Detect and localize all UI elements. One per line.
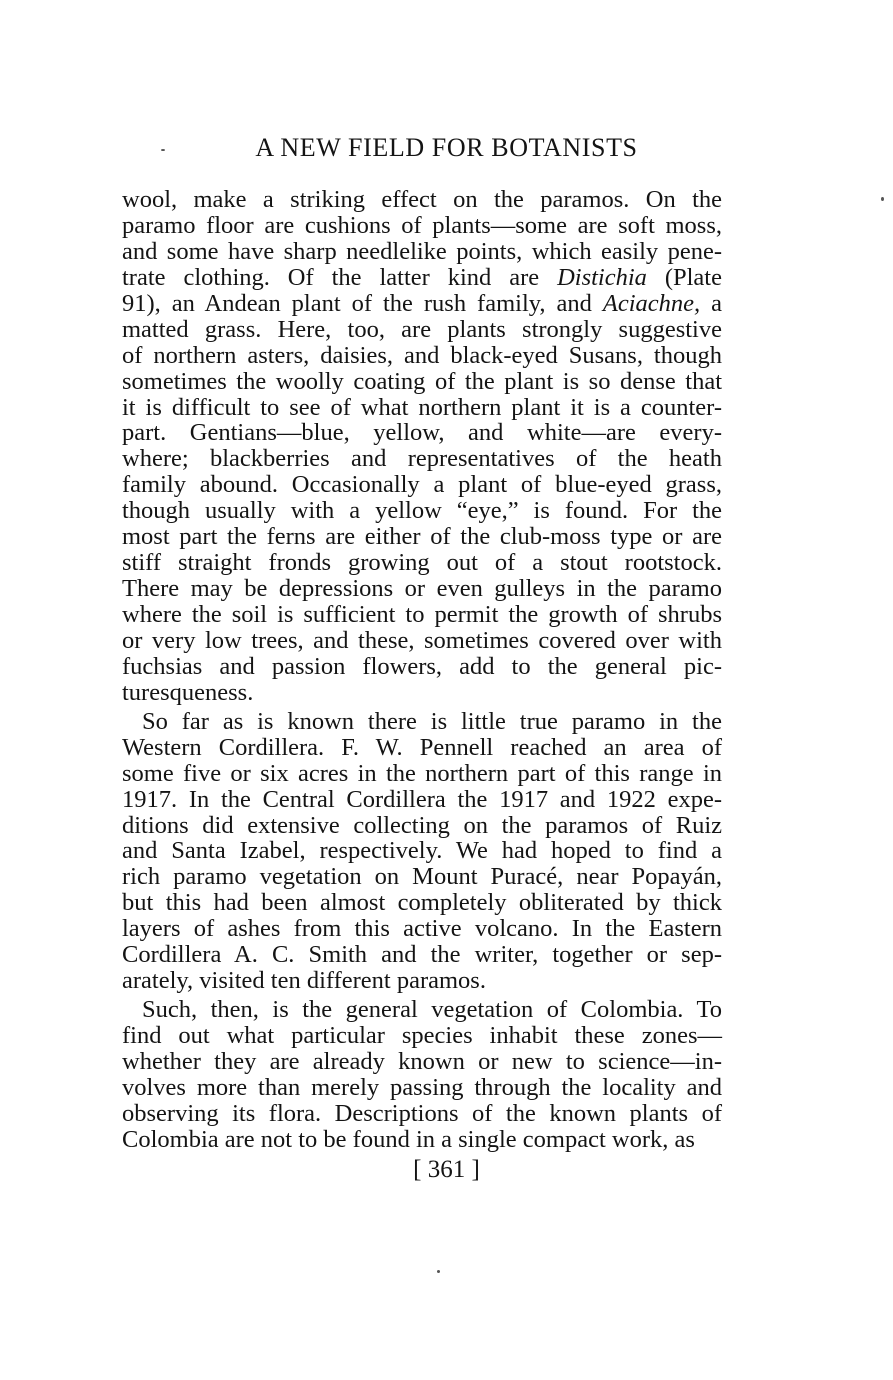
text-line: where; blackberries and representatives of the heath: [122, 445, 722, 473]
text-line: ditions did extensive collecting on the paramos of Ruiz: [122, 811, 722, 839]
margin-speck: [881, 197, 884, 201]
text-line: arately, visited ten different paramos.: [122, 967, 486, 995]
page-number: [ 361 ]: [413, 1156, 480, 1183]
text-line: but this had been almost completely obliterated by thick: [122, 889, 722, 917]
text-line: 1917. In the Central Cordillera the 1917 and 1922 expe-: [122, 785, 722, 813]
italic-term: Aciachne,: [602, 289, 701, 317]
text-line: matted grass. Here, too, are plants strongly suggestive: [122, 315, 722, 343]
text-line: or very low trees, and these, sometimes covered over with: [122, 626, 722, 654]
text-line: layers of ashes from this active volcano. In the Eastern: [122, 915, 722, 943]
text-line: most part the ferns are either of the club-moss type or are: [122, 523, 722, 551]
text-line: sometimes the woolly coating of the plant is so dense that: [122, 367, 722, 395]
text-line: though usually with a yellow “eye,” is found. For the: [122, 497, 722, 525]
text-line: turesqueness.: [122, 678, 254, 706]
margin-speck: [437, 1270, 440, 1273]
text-line: family abound. Occasionally a plant of blue-eyed grass,: [122, 471, 722, 499]
text-line: whether they are already known or new to science—in-: [122, 1047, 722, 1075]
text-line: rich paramo vegetation on Mount Puracé, near Popayán,: [122, 863, 722, 891]
text-line: find out what particular species inhabit these zones—: [122, 1022, 722, 1049]
text-line: and some have sharp needlelike points, which easily pene-: [122, 237, 722, 265]
text-line: stiff straight fronds growing out of a stout rootstock.: [122, 549, 722, 577]
text-line: wool, make a striking effect on the paramos. On the: [122, 186, 722, 213]
text-line: paramo floor are cushions of plants—some are soft moss,: [122, 211, 722, 239]
text-line: Colombia are not to be found in a single compact work, as: [122, 1125, 695, 1153]
text-line: some five or six acres in the northern part of this range in: [122, 759, 722, 787]
paragraph: [122, 997, 722, 1153]
text-line: part. Gentians—blue, yellow, and white—are every-: [122, 419, 722, 447]
text-line: it is difficult to see of what northern plant it is a counter-: [122, 393, 722, 421]
text-line: So far as is known there is little true paramo in the: [142, 707, 722, 735]
text-line: There may be depressions or even gulleys in the paramo: [122, 575, 722, 603]
text-line: Such, then, is the general vegetation of Colombia. To: [142, 996, 722, 1024]
paragraph: [122, 187, 722, 706]
text-line: and Santa Izabel, respectively. We had hoped to find a: [122, 837, 722, 865]
text-line: fuchsias and passion flowers, add to the general pic-: [122, 652, 722, 680]
margin-speck: [161, 149, 165, 151]
text-line: Cordillera A. C. Smith and the writer, together or sep-: [122, 941, 722, 969]
italic-term: Distichia: [557, 263, 647, 291]
text-line: observing its flora. Descriptions of the known plants of: [122, 1099, 722, 1127]
text-line: trate clothing. Of the latter kind are Distichia (Plate: [122, 263, 722, 291]
running-head: A NEW FIELD FOR BOTANISTS: [255, 133, 638, 162]
text-line: Western Cordillera. F. W. Pennell reached an area of: [122, 733, 722, 761]
body-text: [122, 187, 722, 1153]
text-line: volves more than merely passing through the locality and: [122, 1073, 722, 1101]
text-line: 91), an Andean plant of the rush family, and Aciachne, a: [122, 289, 723, 317]
text-line: where the soil is sufficient to permit the growth of shrubs: [122, 601, 722, 628]
paragraph: [122, 709, 722, 994]
text-line: of northern asters, daisies, and black-eyed Susans, though: [122, 341, 722, 369]
